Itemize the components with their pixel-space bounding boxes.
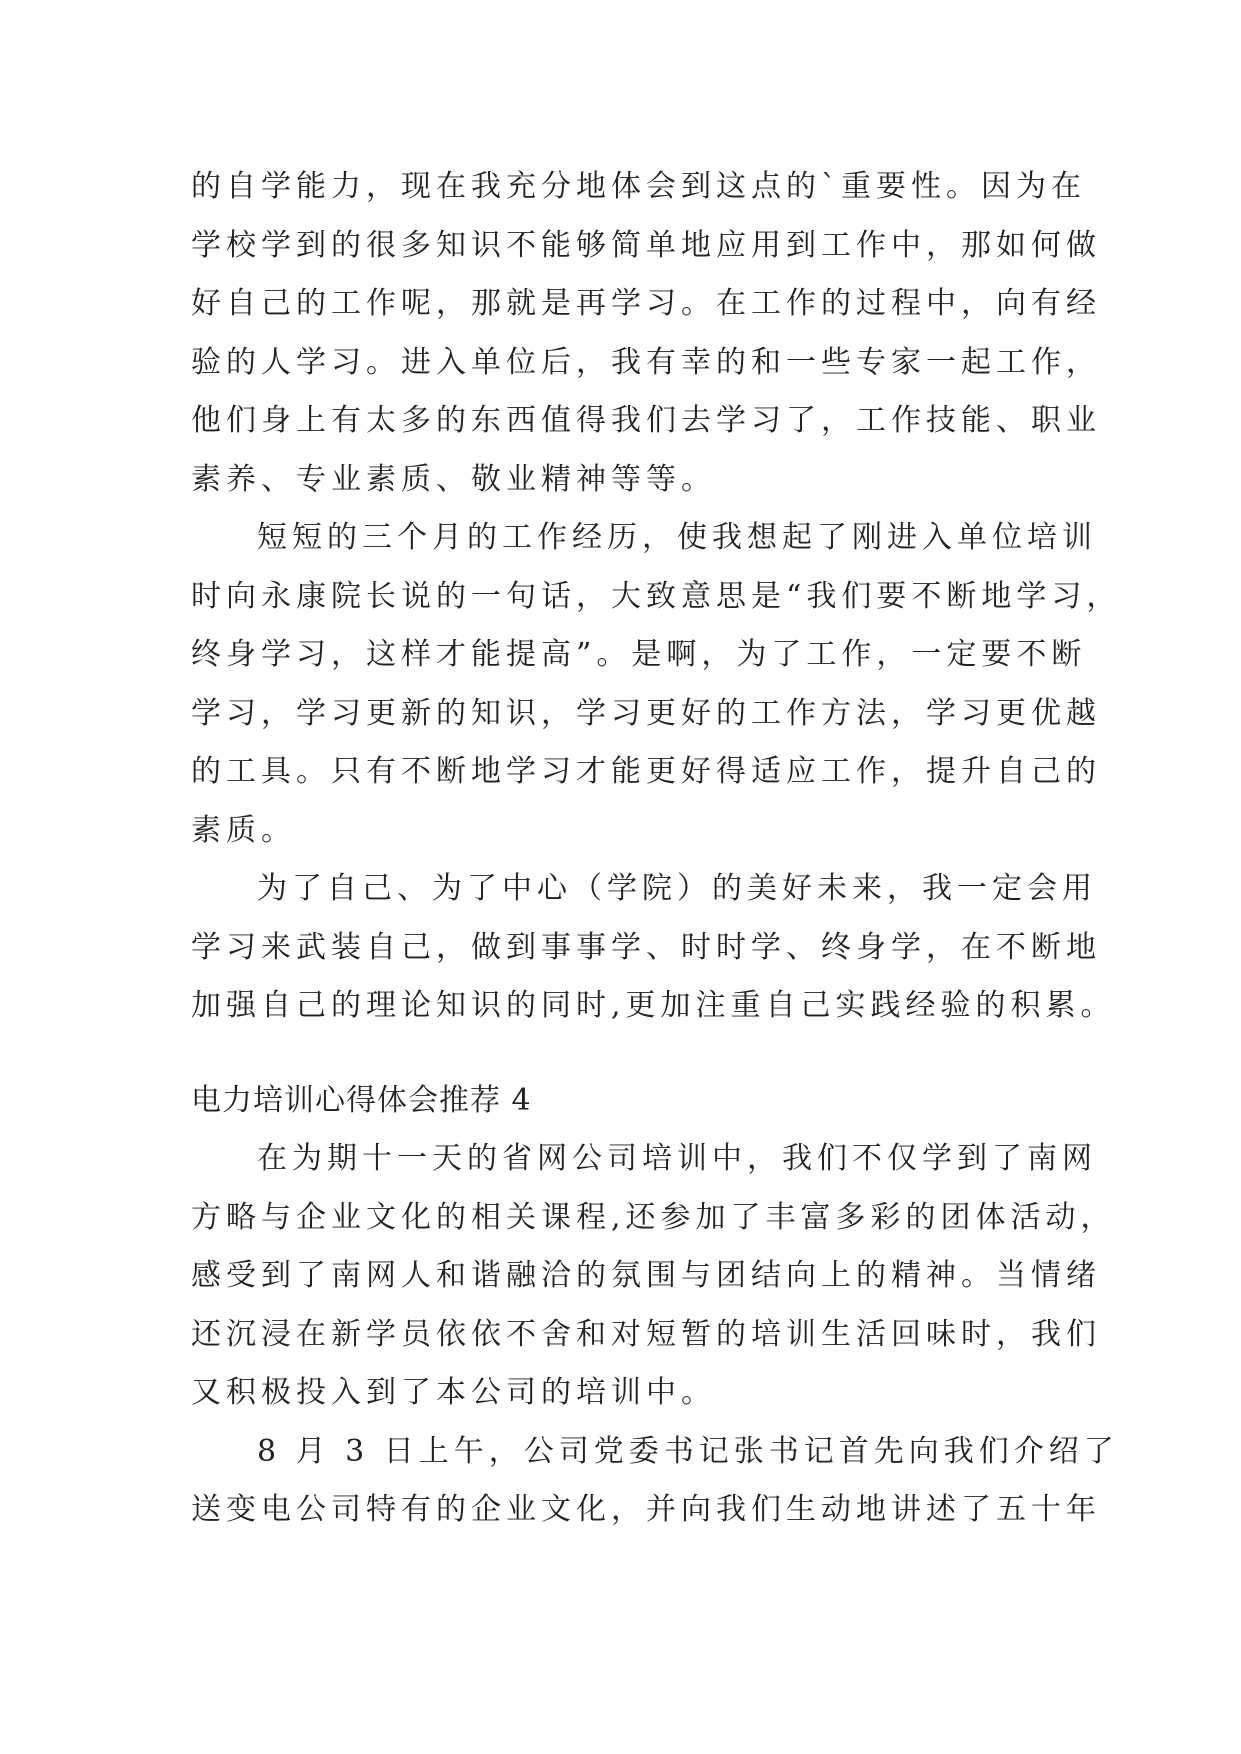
- text-line: 的工具。只有不断地学习才能更好得适应工作，提升自己的: [191, 754, 1101, 789]
- text-line: 在为期十一天的省网公司培训中，我们不仅学到了南网: [257, 1141, 1097, 1176]
- text-line: 8 月 3 日上午，公司党委书记张书记首先向我们介绍了: [257, 1433, 1119, 1469]
- text-line: 验的人学习。进入单位后，我有幸的和一些专家一起工作，: [191, 344, 1101, 380]
- document-body: [191, 158, 1122, 1540]
- paragraph: [191, 860, 1116, 1036]
- text-line: 加强自己的理论知识的同时,更加注重自己实践经验的积累。: [191, 988, 1116, 1023]
- paragraph: [191, 1130, 1116, 1423]
- text-line: 又积极投入到了本公司的培训中。: [191, 1375, 716, 1410]
- text-line: 方略与企业文化的相关课程,还参加了丰富多彩的团体活动，: [191, 1199, 1116, 1235]
- text-line: 短短的三个月的工作经历，使我想起了刚进入单位培训: [257, 520, 1097, 555]
- text-line: 还沉浸在新学员依依不舍和对短暂的培训生活回味时，我们: [191, 1316, 1101, 1352]
- paragraph: [191, 509, 1122, 860]
- text-line: 好自己的工作呢，那就是再学习。在工作的过程中，向有经: [191, 286, 1101, 321]
- text-line: 送变电公司特有的企业文化，并向我们生动地讲述了五十年: [191, 1492, 1101, 1527]
- text-line: 感受到了南网人和谐融洽的氛围与团结向上的精神。当情绪: [191, 1258, 1101, 1293]
- text-line: 学习来武装自己，做到事事学、时时学、终身学，在不断地: [191, 929, 1101, 965]
- text-line: 终身学习，这样才能提高”。是啊，为了工作，一定要不断: [191, 637, 1087, 672]
- text-line: 他们身上有太多的东西值得我们去学习了，工作技能、职业: [191, 403, 1101, 438]
- text-line: 学习，学习更新的知识，学习更好的工作方法，学习更优越: [191, 695, 1101, 731]
- text-line: 为了自己、为了中心（学院）的美好未来，我一定会用: [257, 871, 1097, 906]
- paragraph: [191, 158, 1101, 509]
- text-line: 的自学能力，现在我充分地体会到这点的`重要性。因为在: [191, 169, 1086, 204]
- text-line: 时向永康院长说的一句话，大致意思是“我们要不断地学习，: [191, 578, 1122, 614]
- text-line: 学校学到的很多知识不能够简单地应用到工作中，那如何做: [191, 227, 1101, 263]
- paragraph: [191, 1423, 1119, 1540]
- text-line: 素质。: [191, 812, 296, 848]
- section-heading: 电力培训心得体会推荐 4: [191, 1082, 532, 1118]
- text-line: 素养、专业素质、敬业精神等等。: [191, 461, 716, 497]
